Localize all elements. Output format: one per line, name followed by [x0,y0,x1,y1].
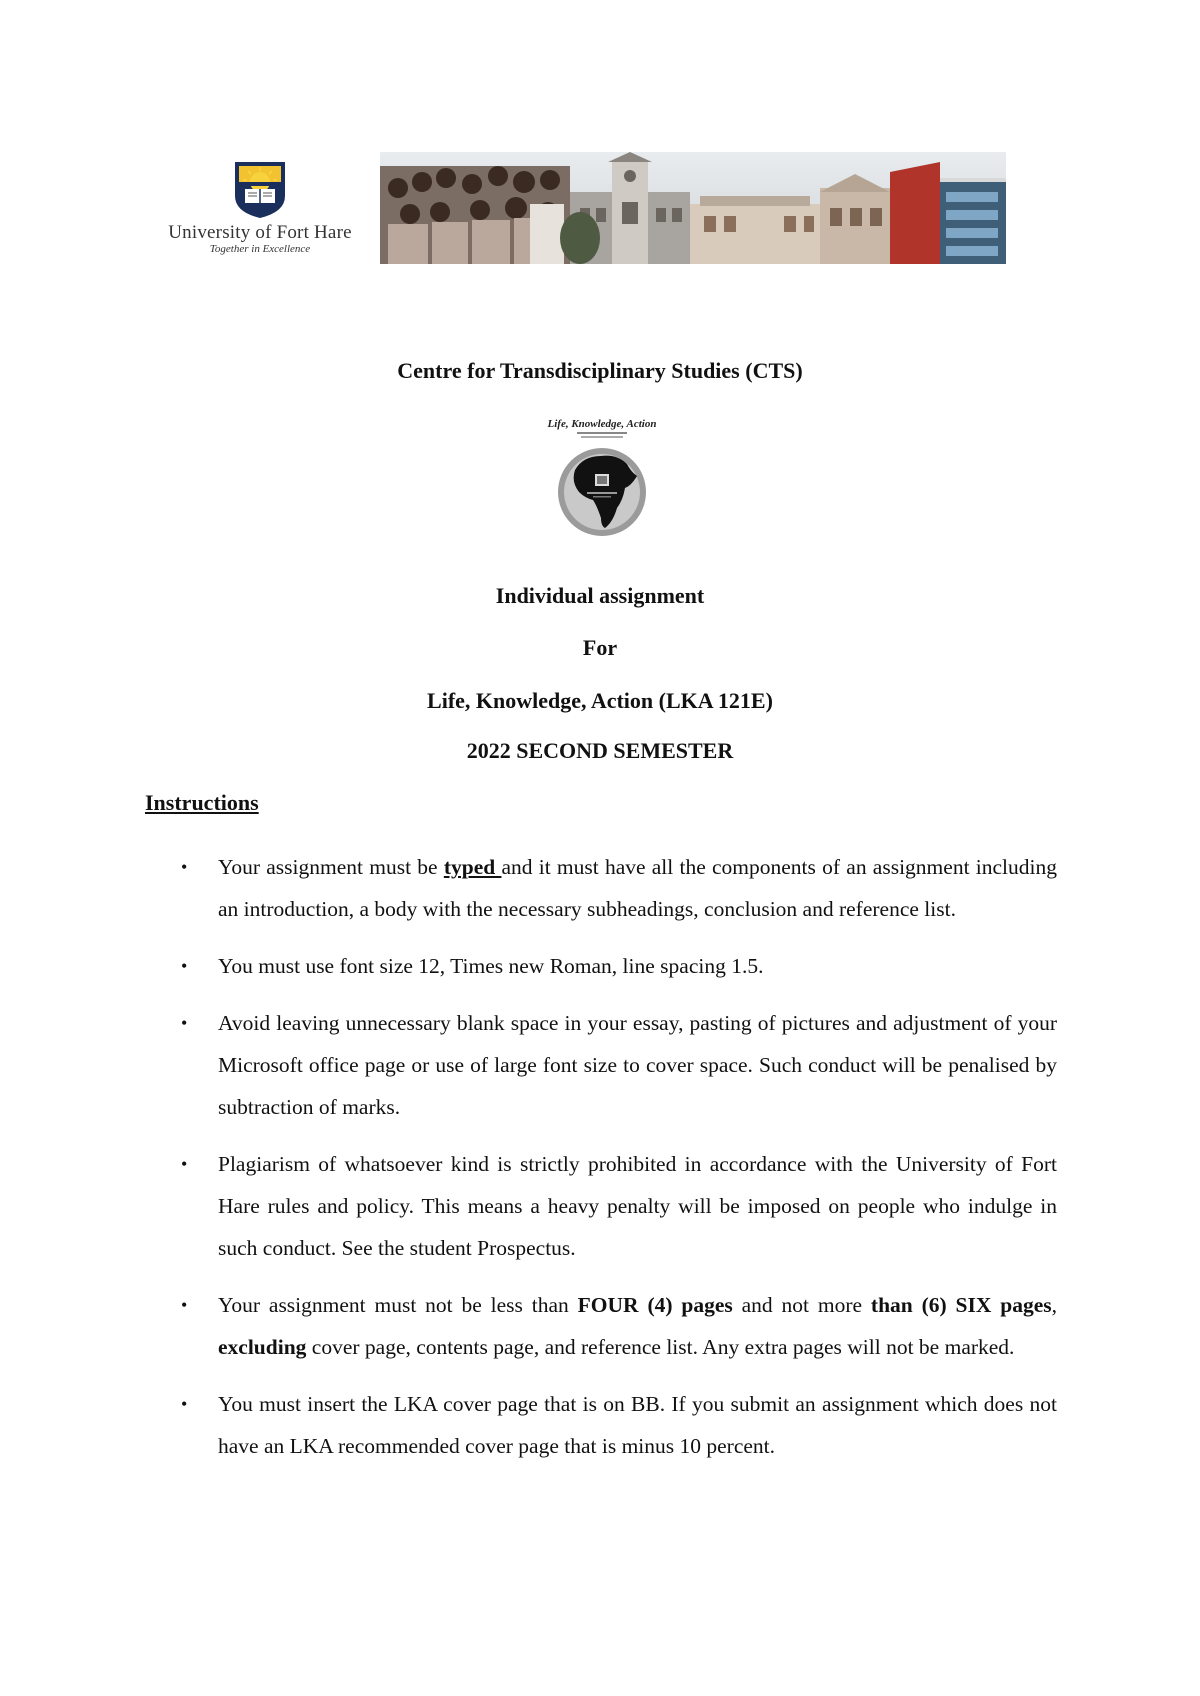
instructions-heading: Instructions [145,790,259,815]
bullet-icon: • [181,1154,188,1174]
instruction-item: • You must use font size 12, Times new Roman, line spacing 1.5. [181,945,1057,987]
bullet-icon: • [181,1295,188,1315]
instruction-item: • You must insert the LKA cover page that is on BB. If you submit an assignment which does not have an LKA recommended cover page that is minus 10 percent. [181,1383,1057,1467]
course-name: Life, Knowledge, Action (LKA 121E) [427,688,773,713]
bullet-icon: • [181,1394,188,1414]
assignment-type: Individual assignment [495,583,705,608]
university-tagline: Together in Excellence [209,243,311,255]
bullet-icon: • [181,857,188,877]
instruction-item: • Your assignment must not be less than FOUR (4) pages and not more than (6) SIX pages, excluding cover page, contents page, and reference list. Any extra pages will not be marked. [181,1284,1057,1368]
centre-title: Centre for Transdisciplinary Studies (CTS) [397,358,803,383]
university-name: University of Fort Hare [168,222,352,243]
semester: 2022 SECOND SEMESTER [466,738,734,763]
assignment-for: For [582,635,618,660]
instruction-item: • Your assignment must be typed and it must have all the components of an assignment including an introduction, a body with the necessary subheadings, conclusion and reference list. [181,846,1057,930]
instruction-item: • Avoid leaving unnecessary blank space in your essay, pasting of pictures and adjustment of your Microsoft office page or use of large font size to cover space. Such conduct will be penalised by subtraction of marks. [181,1002,1057,1128]
university-crest-icon [231,158,289,220]
africa-map-icon [547,430,657,540]
lka-logo [540,418,664,548]
typed-emphasis: typed [443,855,502,879]
instruction-item: • Plagiarism of whatsoever kind is strictly prohibited in accordance with the University of Fort Hare rules and policy. This means a heavy penalty will be imposed on people who indulge in such conduct. See the student Prospectus. [181,1143,1057,1269]
university-logo [160,158,360,268]
bullet-icon: • [181,956,188,976]
bullet-icon: • [181,1013,188,1033]
lka-logo-text: Life, Knowledge, Action [547,418,657,430]
instructions-list [181,846,1057,1482]
campus-banner-image [380,152,1006,264]
